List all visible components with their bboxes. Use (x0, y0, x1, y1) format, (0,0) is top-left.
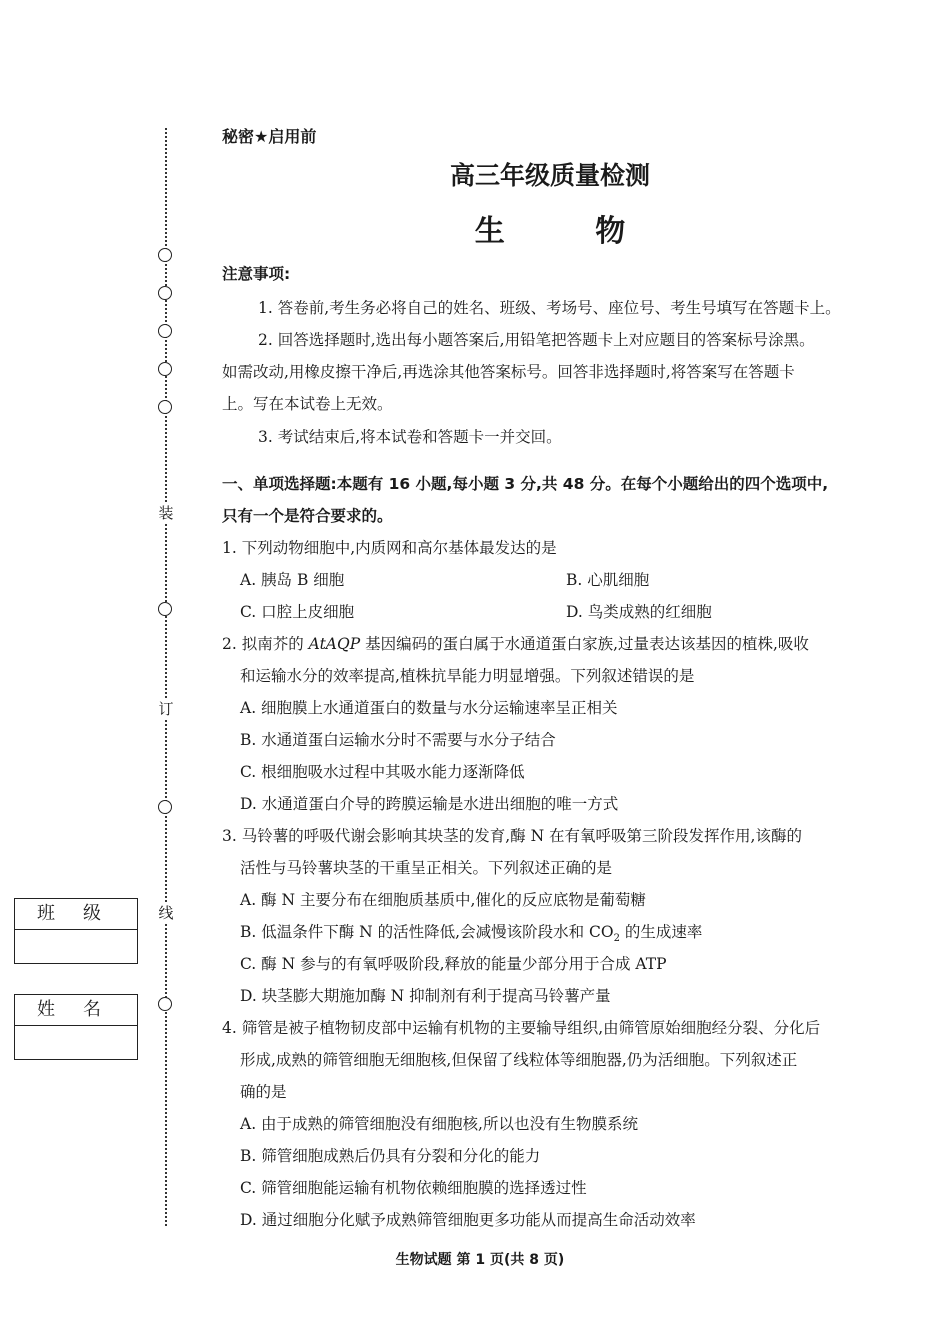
notice-item-2-line-3: 上。写在本试卷上无效。 (222, 395, 393, 413)
q3-option-d: D. 块茎膨大期施加酶 N 抑制剂有利于提高马铃薯产量 (240, 987, 611, 1005)
notice-item-2-line-2: 如需改动,用橡皮擦干净后,再选涂其他答案标号。回答非选择题时,将答案写在答题卡 (222, 363, 795, 381)
q4-stem-line-3: 确的是 (240, 1083, 287, 1101)
q1-option-a: A. 胰岛 B 细胞 (240, 571, 345, 589)
binding-hole-4 (158, 362, 172, 376)
binding-char-zhuang: 装 (158, 504, 174, 522)
q3-option-b-post: 的生成速率 (619, 923, 703, 941)
binding-hole-5 (158, 400, 172, 414)
q4-option-d: D. 通过细胞分化赋予成熟筛管细胞更多功能从而提高生命活动效率 (240, 1211, 696, 1229)
class-box (14, 898, 138, 964)
class-field[interactable] (15, 930, 137, 962)
q2-option-d: D. 水通道蛋白介导的跨膜运输是水进出细胞的唯一方式 (240, 795, 619, 813)
section-heading-line-2: 只有一个是符合要求的。 (222, 507, 393, 525)
binding-hole-6 (158, 602, 172, 616)
section-heading-line-1: 一、单项选择题:本题有 16 小题,每小题 3 分,共 48 分。在每个小题给出的四个选项中, (222, 475, 829, 493)
q3-option-b-subscript: 2 (613, 933, 620, 945)
binding-char-xian: 线 (158, 904, 174, 922)
q4-stem-line-1: 4. 筛管是被子植物韧皮部中运输有机物的主要输导组织,由筛管原始细胞经分裂、分化后 (222, 1019, 821, 1037)
class-label: 班级 (15, 899, 137, 930)
q2-option-b: B. 水通道蛋白运输水分时不需要与水分子结合 (240, 731, 556, 749)
notice-heading: 注意事项: (222, 265, 291, 283)
q2-option-a: A. 细胞膜上水通道蛋白的数量与水分运输速率呈正相关 (240, 699, 618, 717)
q1-stem: 1. 下列动物细胞中,内质网和高尔基体最发达的是 (222, 539, 557, 557)
notice-item-3: 3. 考试结束后,将本试卷和答题卡一并交回。 (258, 428, 562, 446)
page-footer: 生物试题 第 1 页(共 8 页) (395, 1252, 565, 1268)
binding-hole-2 (158, 286, 172, 300)
name-label: 姓名 (15, 995, 137, 1026)
q2-option-c: C. 根细胞吸水过程中其吸水能力逐渐降低 (240, 763, 525, 781)
notice-item-2-line-1: 2. 回答选择题时,选出每小题答案后,用铅笔把答题卡上对应题目的答案标号涂黑。 (258, 331, 815, 349)
q4-option-a: A. 由于成熟的筛管细胞没有细胞核,所以也没有生物膜系统 (240, 1115, 638, 1133)
q2-stem-pre: 2. 拟南芥的 (222, 635, 304, 653)
binding-char-ding: 订 (158, 700, 174, 718)
q3-option-b-pre: B. 低温条件下酶 N 的活性降低,会减慢该阶段水和 CO (240, 923, 614, 941)
q3-option-a: A. 酶 N 主要分布在细胞质基质中,催化的反应底物是葡萄糖 (240, 891, 646, 909)
q4-option-b: B. 筛管细胞成熟后仍具有分裂和分化的能力 (240, 1147, 541, 1165)
q3-option-c: C. 酶 N 参与的有氧呼吸阶段,释放的能量少部分用于合成 ATP (240, 955, 667, 973)
binding-hole-1 (158, 248, 172, 262)
binding-hole-8 (158, 997, 172, 1011)
name-field[interactable] (15, 1026, 137, 1058)
notice-item-1: 1. 答卷前,考生务必将自己的姓名、班级、考场号、座位号、考生号填写在答题卡上。 (258, 299, 841, 317)
subject-title: 生 物 (474, 214, 666, 249)
q3-option-b (240, 920, 702, 944)
q2-stem-line-1 (222, 632, 809, 654)
q2-gene-name: AtAQP (308, 635, 361, 653)
q3-stem-line-2: 活性与马铃薯块茎的干重呈正相关。下列叙述正确的是 (240, 859, 613, 877)
q3-stem-line-1: 3. 马铃薯的呼吸代谢会影响其块茎的发育,酶 N 在有氧呼吸第三阶段发挥作用,该酶的 (222, 827, 802, 845)
secret-mark: 秘密★启用前 (222, 127, 317, 146)
binding-hole-7 (158, 800, 172, 814)
q1-option-b: B. 心肌细胞 (566, 571, 650, 589)
q4-stem-line-2: 形成,成熟的筛管细胞无细胞核,但保留了线粒体等细胞器,仍为活细胞。下列叙述正 (240, 1051, 798, 1069)
q2-stem-post: 基因编码的蛋白属于水通道蛋白家族,过量表达该基因的植株,吸收 (365, 635, 809, 653)
exam-title: 高三年级质量检测 (449, 161, 650, 190)
binding-hole-3 (158, 324, 172, 338)
q2-stem-line-2: 和运输水分的效率提高,植株抗旱能力明显增强。下列叙述错误的是 (240, 667, 695, 685)
name-box (14, 994, 138, 1060)
q1-option-c: C. 口腔上皮细胞 (240, 603, 355, 621)
q1-option-d: D. 鸟类成熟的红细胞 (566, 603, 712, 621)
q4-option-c: C. 筛管细胞能运输有机物依赖细胞膜的选择透过性 (240, 1179, 587, 1197)
